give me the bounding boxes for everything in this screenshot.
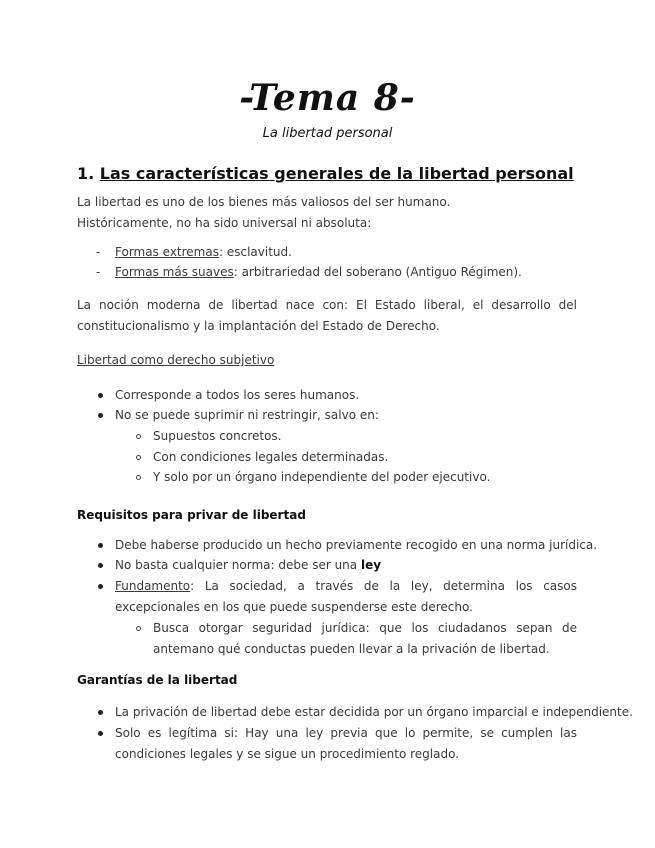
bullet-dot xyxy=(98,710,103,715)
sub-list-item: Con condiciones legales determinadas. xyxy=(153,450,389,464)
dash-item-label: Formas más suaves xyxy=(115,265,234,279)
sub-bullet-ring xyxy=(136,475,141,480)
sub-bullet-ring xyxy=(136,434,141,439)
list-item-label: Fundamento xyxy=(115,579,191,593)
bullet-dot xyxy=(98,563,103,568)
list-item-bold: ley xyxy=(360,558,382,572)
dash-marker: - xyxy=(96,245,101,259)
list-item: Solo es legítima si: Hay una ley previa que lo permite, se cumplen las condiciones legales y se sigue un procedimiento reglado. xyxy=(115,726,577,761)
intro-line-1: La libertad es uno de los bienes más valiosos del ser humano. xyxy=(77,195,451,209)
list-item: Corresponde a todos los seres humanos. xyxy=(115,388,360,402)
section-number: 1. xyxy=(77,164,95,183)
bullet-dot xyxy=(98,543,103,548)
dash-item xyxy=(115,264,522,280)
bullet-dot xyxy=(98,393,103,398)
dash-item-text: : arbitrariedad del soberano (Antiguo Régimen). xyxy=(233,265,522,279)
dash-item xyxy=(115,244,292,260)
document-title: -Tema 8- xyxy=(239,77,416,119)
intro-line-2: Históricamente, no ha sido universal ni absoluta: xyxy=(77,216,372,230)
dash-item-text: : esclavitud. xyxy=(218,245,292,259)
list-item: La privación de libertad debe estar decidida por un órgano imparcial e independiente. xyxy=(115,705,633,719)
list-item-text: No basta cualquier norma: debe ser una xyxy=(115,558,361,572)
section-title: Las características generales de la libertad personal xyxy=(99,164,574,183)
list-item: Debe haberse producido un hecho previamente recogido en una norma jurídica. xyxy=(115,538,598,552)
list-item-text: : La sociedad, a través de la ley, determina los casos excepcionales en los que puede suspenderse este derecho. xyxy=(115,579,577,614)
sub-list-item: Busca otorgar seguridad jurídica: que los ciudadanos sepan de antemano qué conductas pueden llevar a la privación de libertad. xyxy=(153,621,577,656)
dash-marker: - xyxy=(96,265,101,279)
bullet-dot xyxy=(98,413,103,418)
sub-bullet-ring xyxy=(136,626,141,631)
bullet-dot xyxy=(98,584,103,589)
sub-bullet-ring xyxy=(136,455,141,460)
section-heading xyxy=(77,163,574,185)
subjective-heading: Libertad como derecho subjetivo xyxy=(77,353,275,367)
list-item: No se puede suprimir ni restringir, salvo en: xyxy=(115,408,379,422)
sub-list-item: Supuestos concretos. xyxy=(153,429,282,443)
bullet-dot xyxy=(98,731,103,736)
sub-list-item: Y solo por un órgano independiente del poder ejecutivo. xyxy=(153,470,491,484)
list-item xyxy=(115,557,381,573)
dash-item-label: Formas extremas xyxy=(115,245,219,259)
requisitos-heading: Requisitos para privar de libertad xyxy=(77,508,306,522)
list-item xyxy=(115,576,577,618)
garantias-heading: Garantías de la libertad xyxy=(77,673,238,687)
modern-paragraph: La noción moderna de libertad nace con: El Estado liberal, el desarrollo del constitucionalismo y la implantación del Estado de Derecho. xyxy=(77,298,577,333)
document-subtitle: La libertad personal xyxy=(262,126,393,141)
